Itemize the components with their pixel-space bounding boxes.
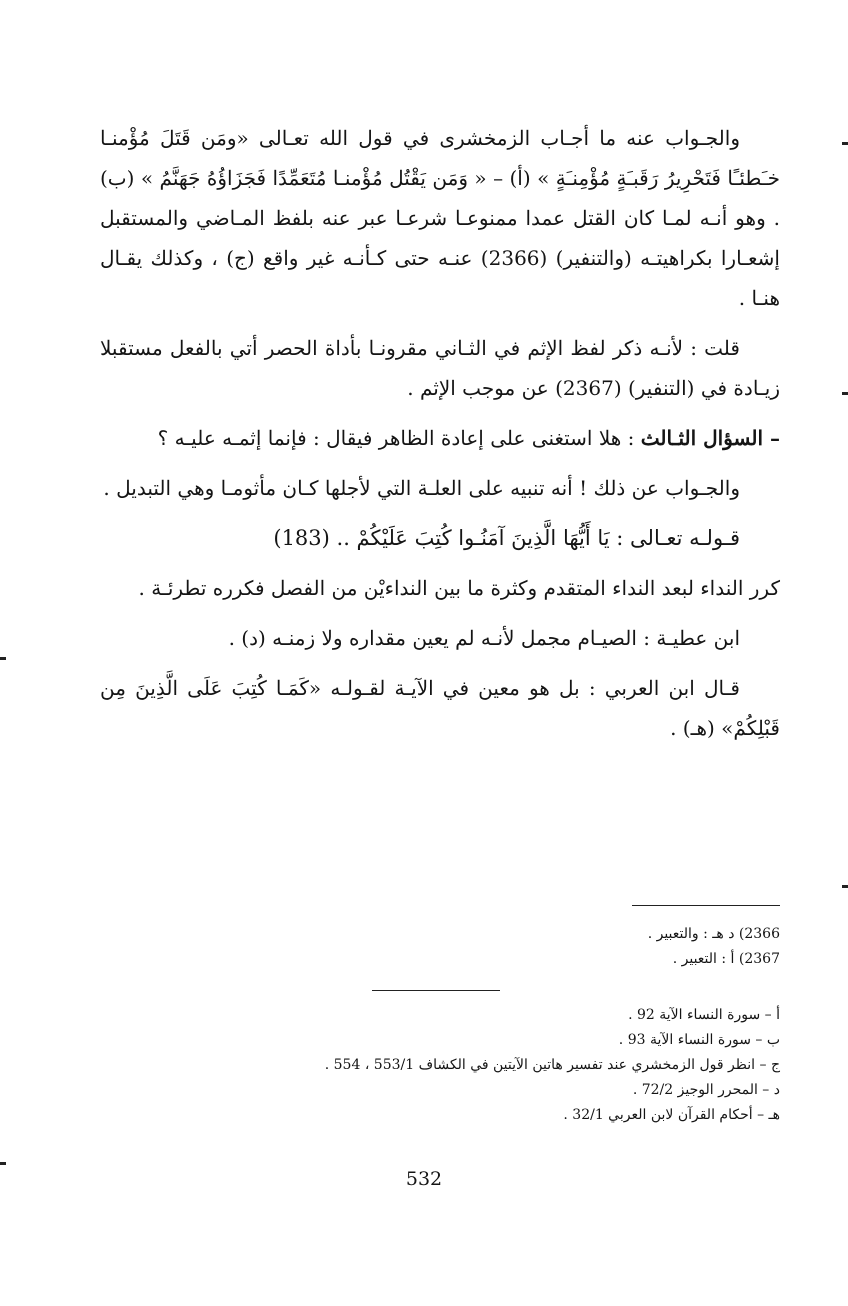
question-three-label: – السؤال الثـالث	[640, 426, 780, 450]
paragraph-ibn-arabi: قـال ابن العربي : بل هو معين في الآيـة لقـولـه «كَمَـا كُتِبَ عَلَى الَّذِينَ مِن قَبْلِكُمْ» (هـ) .	[100, 676, 780, 740]
reference-note-jim: ج – انظر قول الزمخشري عند تفسير هاتين الآيتين في الكشاف 553/1 ، 554 .	[324, 1057, 780, 1073]
variant-note-2367: 2367) أ : التعبير .	[672, 951, 780, 967]
footnote-divider	[632, 905, 780, 906]
variant-note-2366: 2366) د هـ : والتعبير .	[647, 926, 780, 942]
reference-note-dal: د – المحرر الوجيز 72/2 .	[632, 1082, 780, 1098]
page-number: 532	[405, 1168, 443, 1190]
paragraph-repeat-call: كرر النداء لبعد النداء المتقدم وكثرة ما بين النداءيْن من الفصل فكرره تطرئـة .	[138, 576, 780, 600]
reference-note-ba: ب – سورة النساء الآية 93 .	[618, 1032, 780, 1048]
paragraph-answer-zamakhshari: والجـواب عنه ما أجـاب الزمخشرى في قول الله تعـالى «ومَن قَتَلَ مُؤْمنـا خـَطئـًا فَتَحْرِيرُ رَقَبـَةٍ مُؤْمِنـَةٍ » (أ) – « وَمَن يَقْتُل مُؤْمنـا مُتَعَمِّدًا فَجَزَاؤُهُ جَهَنَّمُ » (ب) . وهو أنـه لمـا كان القتل عمدا ممنوعـا شرعـا عبر عنه بلفظ المـاضي والمستقبل إشعـارا بكراهيتـه (والتنفير) (2366) عنـه حتى كـأنـه غير واقع (ج) ، وكذلك يقـال هنـا .	[100, 126, 780, 310]
margin-mark	[0, 1162, 6, 1165]
margin-mark	[0, 657, 6, 660]
margin-mark	[842, 142, 848, 145]
reference-footnotes	[100, 1003, 780, 1128]
reference-note-alif: أ – سورة النساء الآية 92 .	[628, 1007, 780, 1023]
reference-note-ha: هـ – أحكام القرآن لابن العربي 32/1 .	[563, 1107, 780, 1123]
margin-mark	[842, 392, 848, 395]
question-three-text: : هلا استغنى على إعادة الظاهر فيقال : فإنما إثمـه عليـه ؟	[157, 426, 641, 450]
paragraph-qult: قلت : لأنـه ذكر لفظ الإثم في الثـاني مقرونـا بأداة الحصر أتي بالفعل مستقبلا زيـادة في (التنفير) (2367) عن موجب الإثم .	[100, 336, 780, 400]
reference-divider	[372, 990, 500, 991]
paragraph-question-three	[100, 418, 780, 458]
margin-mark	[842, 885, 848, 888]
paragraph-ibn-atiyya: ابن عطيـة : الصيـام مجمل لأنـه لم يعين مقداره ولا زمنـه (د) .	[228, 626, 740, 650]
paragraph-answer-three: والجـواب عن ذلك ! أنه تنبيه على العلـة التي لأجلها كـان مأثومـا وهي التبديل .	[103, 476, 740, 500]
main-text	[100, 118, 780, 758]
paragraph-verse-183: قـولـه تعـالى : يَا أَيُّهَا الَّذِينَ آمَنُـوا كُتِبَ عَلَيْكُمْ .. (183)	[273, 526, 740, 550]
variant-footnotes	[100, 922, 780, 972]
